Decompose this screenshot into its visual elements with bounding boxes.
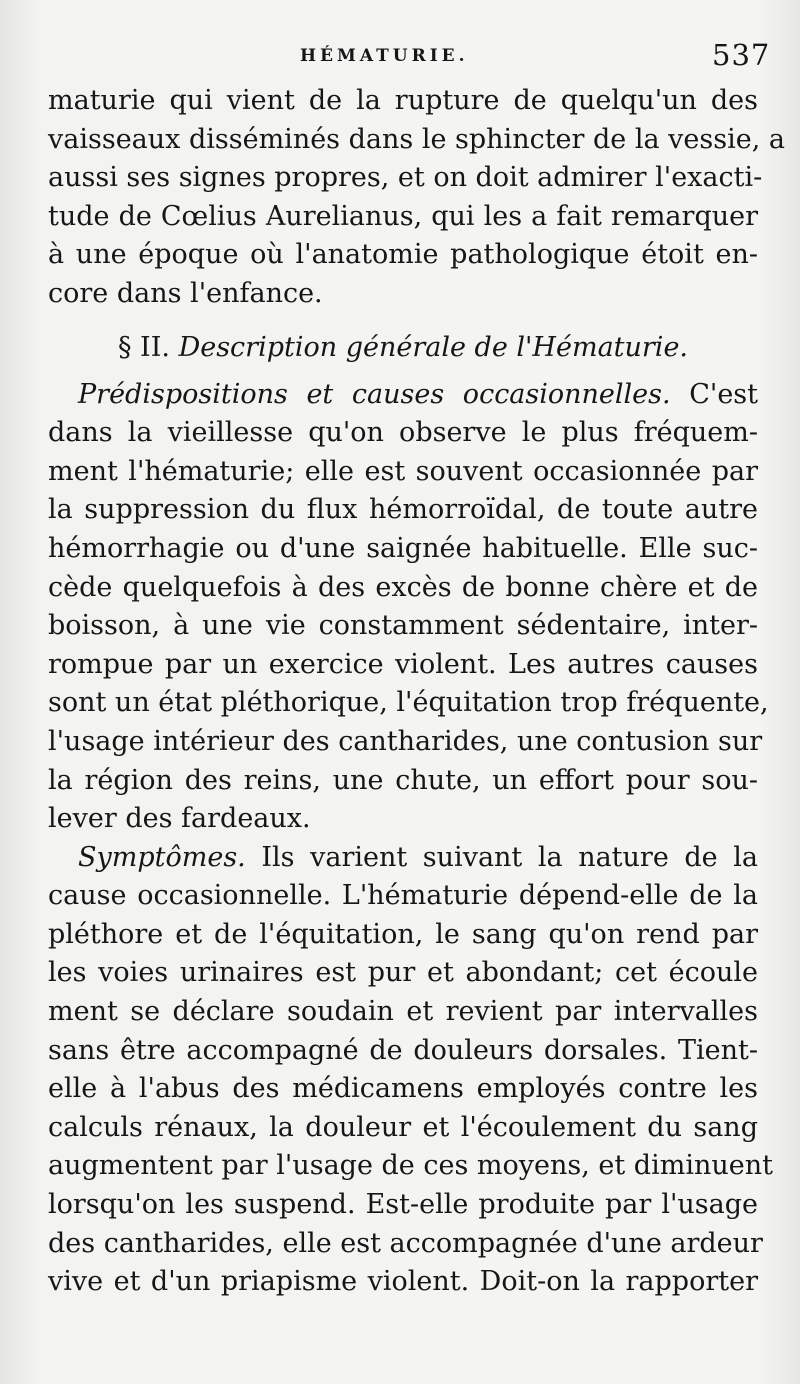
text-line: sont un état pléthorique, l'équitation trop fréquente, <box>48 687 769 719</box>
text-line: la suppression du flux hémorroïdal, de toute autre <box>48 494 758 526</box>
paragraph-lead: Prédispositions et causes occasionnelles. <box>78 378 671 410</box>
text-line: vive et d'un priapisme violent. Doit-on la rapporter <box>48 1266 758 1298</box>
text-fragment: C'est <box>689 378 758 410</box>
text-line: calculs rénaux, la douleur et l'écoulement du sang <box>48 1111 758 1143</box>
text-line: les voies urinaires est pur et abondant; cet écoule <box>48 957 758 989</box>
running-title: HÉMATURIE. <box>300 46 469 66</box>
page-number: 537 <box>712 38 771 72</box>
page-header <box>0 38 800 78</box>
text-line: lorsqu'on les suspend. Est-elle produite par l'usage <box>48 1189 758 1221</box>
text-line: la région des reins, une chute, un effort pour sou- <box>48 764 758 796</box>
text-fragment: Ils varient suivant la nature de la <box>261 841 758 873</box>
paragraph-lead: Symptômes. <box>78 841 246 873</box>
text-line: des cantharides, elle est accompagnée d'une ardeur <box>48 1227 763 1259</box>
text-line: hémorrhagie ou d'une saignée habituelle. Elle suc- <box>48 532 758 564</box>
text-line: cause occasionnelle. L'hématurie dépend-elle de la <box>48 880 758 912</box>
text-line: maturie qui vient de la rupture de quelqu'un des <box>48 85 758 116</box>
section-heading <box>48 328 758 368</box>
text-line: aussi ses signes propres, et on doit admirer l'exacti- <box>48 162 763 194</box>
text-line: boisson, à une vie constamment sédentaire, inter- <box>48 610 758 642</box>
section-number: § II. <box>117 331 170 363</box>
text-line: cède quelquefois à des excès de bonne chère et de <box>48 571 758 603</box>
text-line: ment l'hématurie; elle est souvent occasionnée par <box>48 455 758 487</box>
paragraph-first-line <box>48 376 758 415</box>
text-line: sans être accompagné de douleurs dorsales. Tient- <box>48 1034 758 1066</box>
paragraph-first-line <box>48 839 758 878</box>
text-line: core dans l'enfance. <box>48 277 323 309</box>
text-line: lever des fardeaux. <box>48 803 311 835</box>
text-line: augmentent par l'usage de ces moyens, et diminuent <box>48 1150 773 1182</box>
text-line: rompue par un exercice violent. Les autres causes <box>48 648 758 680</box>
text-line: à une époque où l'anatomie pathologique étoit en- <box>48 239 758 271</box>
text-line: l'usage intérieur des cantharides, une contusion sur <box>48 725 763 757</box>
body-text <box>48 82 786 1302</box>
section-title: Description générale de l'Hématurie. <box>178 331 689 363</box>
text-line: ment se déclare soudain et revient par intervalles <box>48 996 758 1028</box>
text-line: dans la vieillesse qu'on observe le plus fréquem- <box>48 417 758 449</box>
text-line: pléthore et de l'équitation, le sang qu'on rend par <box>48 918 758 950</box>
text-line: elle à l'abus des médicamens employés contre les <box>48 1073 758 1105</box>
text-line: tude de Cœlius Aurelianus, qui les a fait remarquer <box>48 200 758 232</box>
text-line: vaisseaux disséminés dans le sphincter de la vessie, a <box>48 123 786 155</box>
